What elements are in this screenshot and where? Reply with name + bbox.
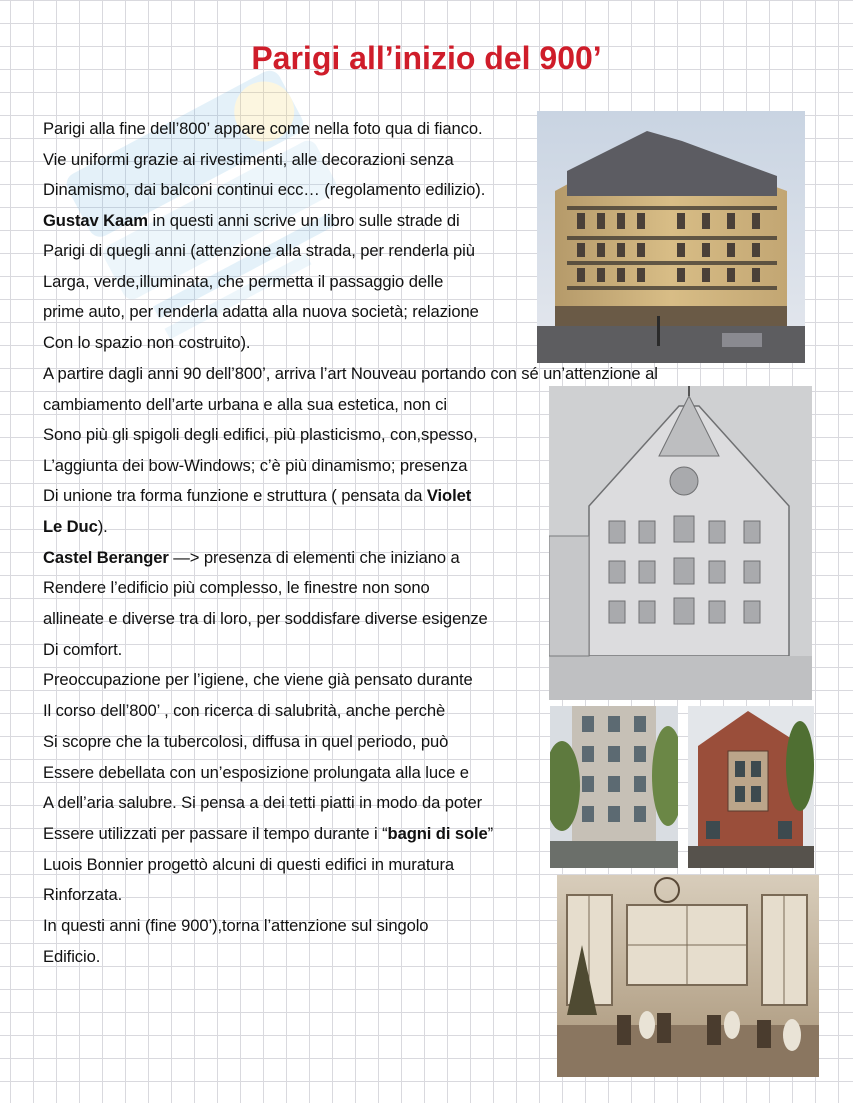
text-span: Luois Bonnier progettò alcuni di questi edifici in muratura (43, 855, 455, 874)
bold-text: Le Duc (43, 517, 98, 536)
text-line (43, 211, 460, 231)
text-span: Essere debellata con un’esposizione prolungata alla luce e (43, 763, 469, 782)
text-line (43, 364, 658, 384)
text-line (43, 456, 467, 476)
text-span: Parigi di quegli anni (attenzione alla strada, per renderla più (43, 241, 475, 260)
text-span: cambiamento dell’arte urbana e alla sua estetica, non ci (43, 395, 447, 414)
text-span: Rinforzata. (43, 885, 123, 904)
text-line (43, 333, 250, 353)
text-span: Di unione tra forma funzione e struttura ( pensata da (43, 486, 427, 505)
text-span: Di comfort. (43, 640, 123, 659)
solarium-interior-photo (557, 875, 819, 1077)
text-line (43, 425, 478, 445)
text-span: Larga, verde,illuminata, che permetta il passaggio delle (43, 272, 444, 291)
text-span: Si scopre che la tubercolosi, diffusa in quel periodo, può (43, 732, 449, 751)
text-span: allineate e diverse tra di loro, per soddisfare diverse esigenze (43, 609, 488, 628)
text-span: Parigi alla fine dell’800’ appare come nella foto qua di fianco. (43, 119, 483, 138)
text-line (43, 517, 108, 537)
text-line (43, 947, 100, 967)
text-line (43, 150, 454, 170)
text-line (43, 272, 443, 292)
apartment-facade-photo (550, 706, 678, 868)
text-line (43, 640, 122, 660)
text-span: ” (487, 824, 494, 843)
text-line (43, 395, 447, 415)
text-line (43, 763, 469, 783)
bold-text: Violet (426, 486, 472, 505)
text-line (43, 548, 460, 568)
text-span: Il corso dell’800’ , con ricerca di salubrità, anche perchè (43, 701, 446, 720)
text-line (43, 855, 454, 875)
text-line (43, 609, 488, 629)
text-line (43, 885, 122, 905)
text-line (43, 670, 473, 690)
text-span: Vie uniformi grazie ai rivestimenti, alle decorazioni senza (43, 150, 454, 169)
text-line (43, 180, 485, 200)
text-line (43, 916, 428, 936)
text-line (43, 486, 471, 506)
text-span: In questi anni (fine 900’),torna l’attenzione sul singolo (43, 916, 429, 935)
haussmann-building-photo (537, 111, 805, 363)
page-title: Parigi all’inizio del 900’ (251, 40, 602, 76)
text-span: Rendere l’edificio più complesso, le finestre non sono (43, 578, 430, 597)
text-span: in questi anni scrive un libro sulle strade di (147, 211, 460, 230)
art-nouveau-building-drawing (549, 386, 812, 700)
text-line (43, 793, 482, 813)
text-span: Dinamismo, dai balconi continui ecc… (regolamento edilizio). (43, 180, 486, 199)
text-line (43, 302, 479, 322)
text-span: prime auto, per renderla adatta alla nuova società; relazione (43, 302, 479, 321)
text-line (43, 824, 493, 844)
text-line (43, 241, 475, 261)
text-span: A partire dagli anni 90 dell’800’, arriva l’art Nouveau portando con sé un’attenzione al (43, 364, 658, 383)
text-span: Sono più gli spigoli degli edifici, più plasticismo, con,spesso, (43, 425, 478, 444)
text-span: —> presenza di elementi che iniziano a (168, 548, 460, 567)
text-span: L’aggiunta dei bow-Windows; c’è più dinamismo; presenza (43, 456, 468, 475)
text-span: A dell’aria salubre. Si pensa a dei tetti piatti in modo da poter (43, 793, 483, 812)
bay-window-facade-photo (688, 706, 814, 868)
text-span: ). (97, 517, 108, 536)
text-span: Edificio. (43, 947, 101, 966)
text-line (43, 119, 482, 139)
text-line (43, 578, 430, 598)
text-span: Preoccupazione per l’igiene, che viene già pensato durante (43, 670, 473, 689)
bold-text: Castel Beranger (43, 548, 169, 567)
text-span: Con lo spazio non costruito). (43, 333, 251, 352)
bold-text: Gustav Kaam (43, 211, 148, 230)
bold-text: bagni di sole (387, 824, 488, 843)
text-line (43, 701, 445, 721)
text-line (43, 732, 448, 752)
text-span: Essere utilizzati per passare il tempo durante i “ (43, 824, 388, 843)
